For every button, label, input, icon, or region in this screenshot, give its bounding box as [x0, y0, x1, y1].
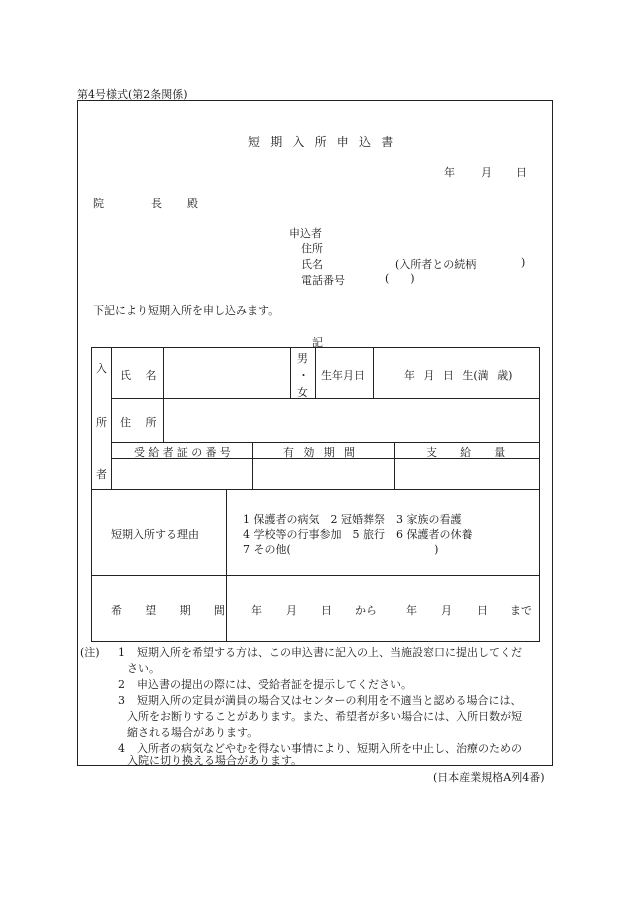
side-label-char: 入 [96, 362, 107, 375]
addressee-prefix: 院 [93, 197, 104, 210]
reason-label: 短期入所する理由 [111, 528, 199, 541]
period-end-month[interactable]: 月 [441, 604, 452, 617]
supply-amount-header: 支給量 [426, 446, 529, 459]
notes-prefix: (注) [80, 646, 100, 659]
applicant-address-label: 住所 [301, 242, 323, 255]
period-start-day[interactable]: 日 [321, 604, 332, 617]
table-rule [290, 347, 291, 398]
addressee-title: 長 [151, 197, 162, 210]
footer-standard: (日本産業規格A列4番) [433, 771, 545, 784]
period-from: から [355, 604, 377, 617]
note-line: 入所をお断りすることがあります。また、希望者が多い場合には、入所日数が短 [127, 710, 523, 723]
side-label-char: 者 [96, 468, 107, 481]
date-month: 月 [481, 166, 492, 179]
note-line: 縮される場合があります。 [127, 726, 259, 739]
applicant-phone-label: 電話番号 [301, 274, 345, 287]
note-line: さい。 [127, 662, 160, 675]
reason-option-line[interactable]: 4 学校等の行事参加 5 旅行 6 保護者の休養 [243, 528, 473, 541]
note-number: 4 [118, 742, 125, 755]
gender-separator: ・ [298, 369, 309, 382]
period-start-month[interactable]: 月 [286, 604, 297, 617]
intro-text: 下記により短期入所を申し込みます。 [93, 304, 280, 317]
addressee-honorific: 殿 [187, 197, 198, 210]
applicant-relation-label: (入所者との続柄 [395, 258, 477, 271]
note-line: 短期入所の定員が満員の場合又はセンターの利用を不適当と認める場合には、 [137, 694, 522, 707]
applicant-name-label: 氏名 [301, 258, 323, 271]
note-line: 入院に切り換える場合があります。 [127, 754, 303, 767]
table-rule [111, 442, 540, 443]
certificate-number-header: 受給者証の番号 [134, 446, 235, 459]
applicant-heading: 申込者 [289, 227, 322, 240]
reason-option-line[interactable]: 1 保護者の病気 2 冠婚葬祭 3 家族の看護 [243, 513, 462, 526]
valid-period-cell[interactable] [253, 459, 393, 488]
period-start-year[interactable]: 年 [251, 604, 262, 617]
gender-male[interactable]: 男 [297, 352, 308, 365]
supply-amount-cell[interactable] [395, 459, 539, 488]
date-year: 年 [444, 166, 455, 179]
note-number: 2 [118, 678, 125, 691]
birthdate-value[interactable]: 年 月 日 生(満 歳) [404, 369, 513, 382]
table-rule [315, 347, 316, 398]
table-rule [91, 575, 540, 576]
name-label: 氏 名 [120, 369, 162, 382]
birthdate-label: 生年月日 [321, 369, 365, 382]
side-label-char: 所 [96, 416, 107, 429]
period-label: 希 望 期 間 [111, 604, 235, 617]
note-line: 申込書の提出の際には、受給者証を提示してください。 [137, 678, 412, 691]
gender-female[interactable]: 女 [297, 386, 308, 399]
applicant-relation-close: ) [521, 256, 526, 269]
note-line: 入所者の病気などやむを得ない事情により、短期入所を中止し、治療のための [137, 742, 522, 755]
ki-label: 記 [312, 336, 323, 349]
note-number: 3 [118, 694, 125, 707]
note-number: 1 [118, 646, 125, 659]
reason-option-line[interactable]: 7 その他( ) [243, 543, 439, 556]
name-cell[interactable] [164, 348, 289, 397]
certificate-number-cell[interactable] [112, 459, 251, 488]
table-rule [91, 489, 540, 490]
address-cell[interactable] [164, 399, 539, 441]
address-label: 住 所 [120, 416, 162, 429]
note-line: 短期入所を希望する方は、この申込書に記入の上、当施設窓口に提出してくだ [137, 646, 522, 659]
period-end-day[interactable]: 日 [477, 604, 488, 617]
table-rule [373, 347, 374, 398]
form-title: 短期入所申込書 [248, 135, 404, 149]
valid-period-header: 有効期間 [283, 446, 365, 459]
table-rule [226, 489, 227, 642]
period-until: まで [510, 604, 532, 617]
form-number: 第4号様式(第2条関係) [77, 88, 188, 101]
date-day: 日 [516, 166, 527, 179]
applicant-phone-paren: ( ) [385, 272, 415, 285]
period-end-year[interactable]: 年 [406, 604, 417, 617]
